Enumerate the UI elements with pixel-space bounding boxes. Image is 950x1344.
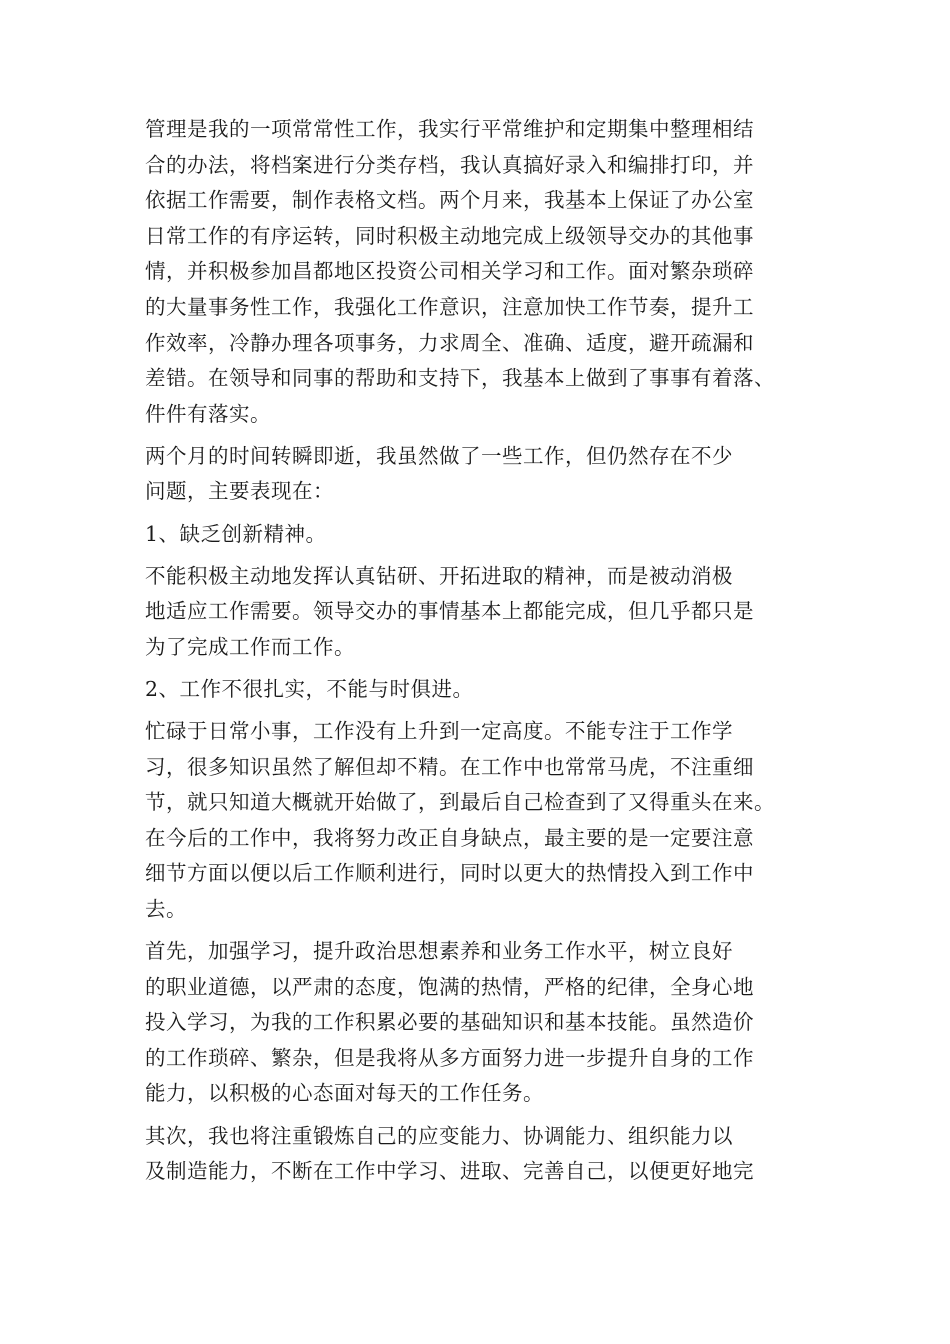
text-line: 情，并积极参加昌都地区投资公司相关学习和工作。面对繁杂琐碎: [145, 259, 754, 284]
text-line: 差错。在领导和同事的帮助和支持下，我基本上做到了事事有着落、: [145, 366, 775, 391]
text-line: 管理是我的一项常常性工作，我实行平常维护和定期集中整理相结: [145, 117, 754, 141]
text-line: 在今后的工作中，我将努力改正自身缺点，最主要的是一定要注意: [145, 825, 754, 850]
text-line: 件件有落实。: [145, 401, 271, 426]
text-line: 其次，我也将注重锻炼自己的应变能力、协调能力、组织能力以: [145, 1123, 733, 1148]
text-line: 细节方面以便以后工作顺利进行，同时以更大的热情投入到工作中: [145, 861, 754, 886]
text-line: 地适应工作需要。领导交办的事情基本上都能完成，但几乎都只是: [145, 599, 754, 624]
text-line: 投入学习，为我的工作积累必要的基础知识和基本技能。虽然造价: [145, 1010, 754, 1035]
text-line: 习，很多知识虽然了解但却不精。在工作中也常常马虎，不注重细: [145, 754, 754, 779]
text-line: 的工作琐碎、繁杂，但是我将从多方面努力进一步提升自身的工作: [145, 1045, 754, 1070]
text-line: 的大量事务性工作，我强化工作意识，注意加快工作节奏，提升工: [145, 294, 754, 319]
document-body: [145, 112, 810, 1190]
list-heading: 2、工作不很扎实，不能与时俱进。: [145, 676, 474, 701]
text-line: 问题，主要表现在：: [145, 479, 334, 504]
text-line: 节，就只知道大概就开始做了，到最后自己检查到了又得重头在来。: [145, 790, 775, 815]
text-line: 去。: [145, 896, 187, 921]
text-line: 首先，加强学习，提升政治思想素养和业务工作水平，树立良好: [145, 939, 733, 964]
text-line: 合的办法，将档案进行分类存档，我认真搞好录入和编排打印，并: [145, 152, 754, 177]
text-line: 及制造能力，不断在工作中学习、进取、完善自己，以便更好地完: [145, 1159, 754, 1184]
text-line: 依据工作需要，制作表格文档。两个月来，我基本上保证了办公室: [145, 188, 754, 213]
text-line: 不能积极主动地发挥认真钻研、开拓进取的精神，而是被动消极: [145, 563, 733, 588]
text-line: 能力，以积极的心态面对每天的工作任务。: [145, 1081, 544, 1106]
list-heading: 1、缺乏创新精神。: [145, 521, 327, 546]
text-line: 忙碌于日常小事，工作没有上升到一定高度。不能专注于工作学: [145, 719, 733, 743]
text-line: 为了完成工作而工作。: [145, 634, 355, 659]
text-line: 日常工作的有序运转，同时积极主动地完成上级领导交办的其他事: [145, 223, 754, 248]
text-line: 两个月的时间转瞬即逝，我虽然做了一些工作，但仍然存在不少: [145, 443, 733, 468]
text-line: 的职业道德，以严肃的态度，饱满的热情，严格的纪律，全身心地: [145, 974, 754, 999]
text-line: 作效率，冷静办理各项事务，力求周全、准确、适度，避开疏漏和: [145, 330, 754, 355]
